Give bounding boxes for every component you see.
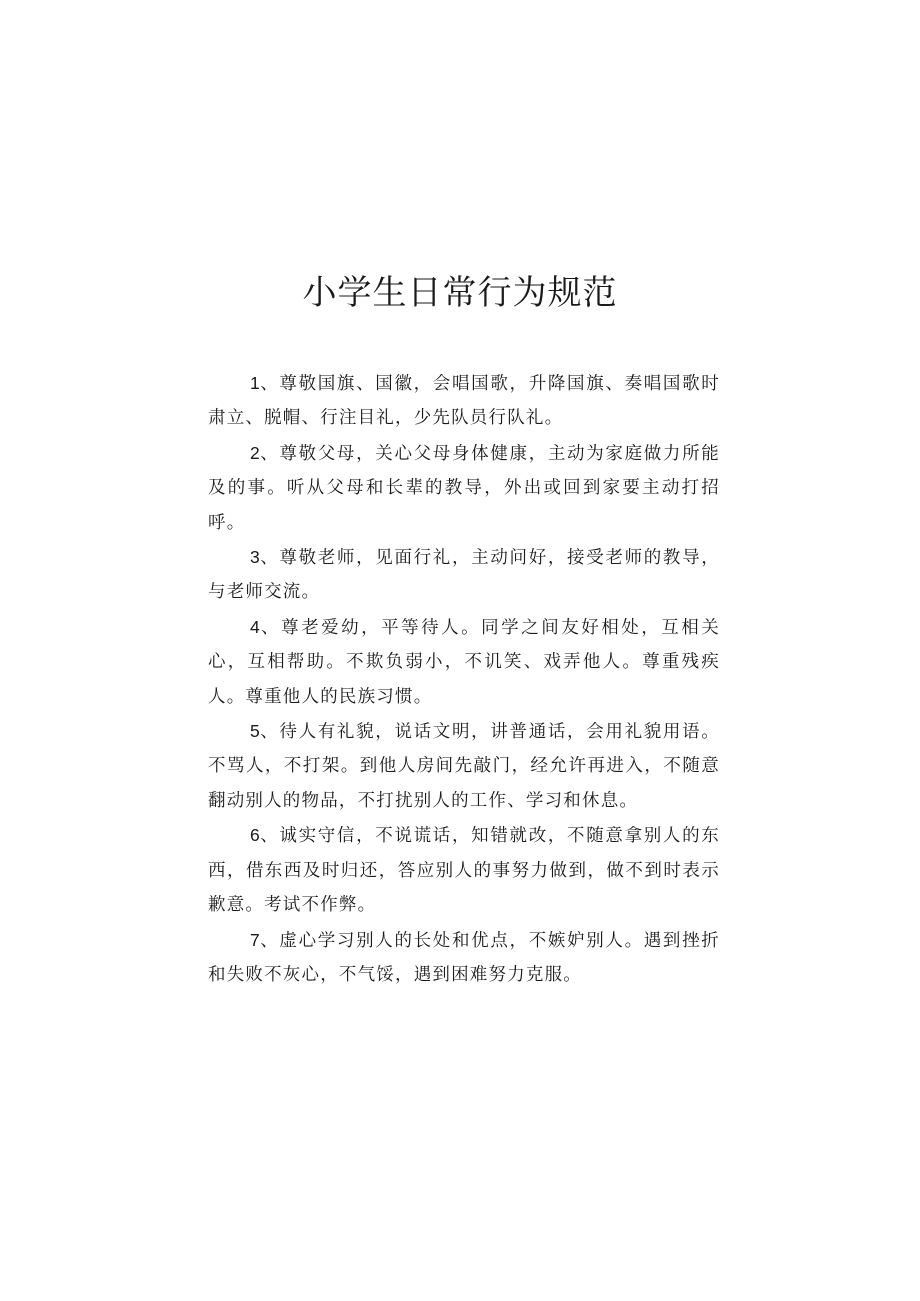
rule-item-7	[208, 923, 720, 993]
rule-text: 、尊敬父母，关心父母身体健康，主动为家庭做力所能及的事。听从父母和长辈的教导，外出或回到家要主动打招呼。	[208, 443, 720, 533]
rule-text: 、尊老爱幼，平等待人。同学之间友好相处，互相关心，互相帮助。不欺负弱小，不讥笑、戏弄他人。尊重残疾人。尊重他人的民族习惯。	[208, 617, 720, 707]
rule-text: 、待人有礼貌，说话文明，讲普通话，会用礼貌用语。不骂人，不打架。到他人房间先敲门，经允许再进入，不随意翻动别人的物品，不打扰别人的工作、学习和休息。	[208, 722, 720, 811]
rule-number: 1	[250, 373, 260, 393]
rule-text: 、尊敬国旗、国徽，会唱国歌，升降国旗、奏唱国歌时肃立、脱帽、行注目礼，少先队员行队礼。	[208, 374, 720, 429]
rule-item-4	[208, 610, 720, 714]
rule-number: 2	[250, 442, 260, 463]
rule-number: 6	[250, 825, 260, 846]
rules-list	[208, 366, 720, 992]
rule-item-3	[208, 540, 720, 610]
rule-item-6	[208, 818, 720, 922]
rule-item-1	[208, 366, 720, 436]
rule-item-5	[208, 714, 720, 818]
rule-number: 3	[250, 547, 260, 568]
rule-number: 4	[250, 616, 260, 637]
page-title: 小学生日常行为规范	[302, 273, 618, 313]
rule-number: 5	[250, 721, 260, 742]
rule-item-2	[208, 436, 720, 540]
rule-text: 、诚实守信，不说谎话，知错就改，不随意拿别人的东西，借东西及时归还，答应别人的事努力做到，做不到时表示歉意。考试不作弊。	[208, 826, 720, 916]
rule-number: 7	[250, 929, 260, 950]
rule-text: 、虚心学习别人的长处和优点，不嫉妒别人。遇到挫折和失败不灰心，不气馁，遇到困难努力克服。	[208, 930, 720, 985]
rule-text: 、尊敬老师，见面行礼，主动问好，接受老师的教导，与老师交流。	[208, 548, 720, 603]
